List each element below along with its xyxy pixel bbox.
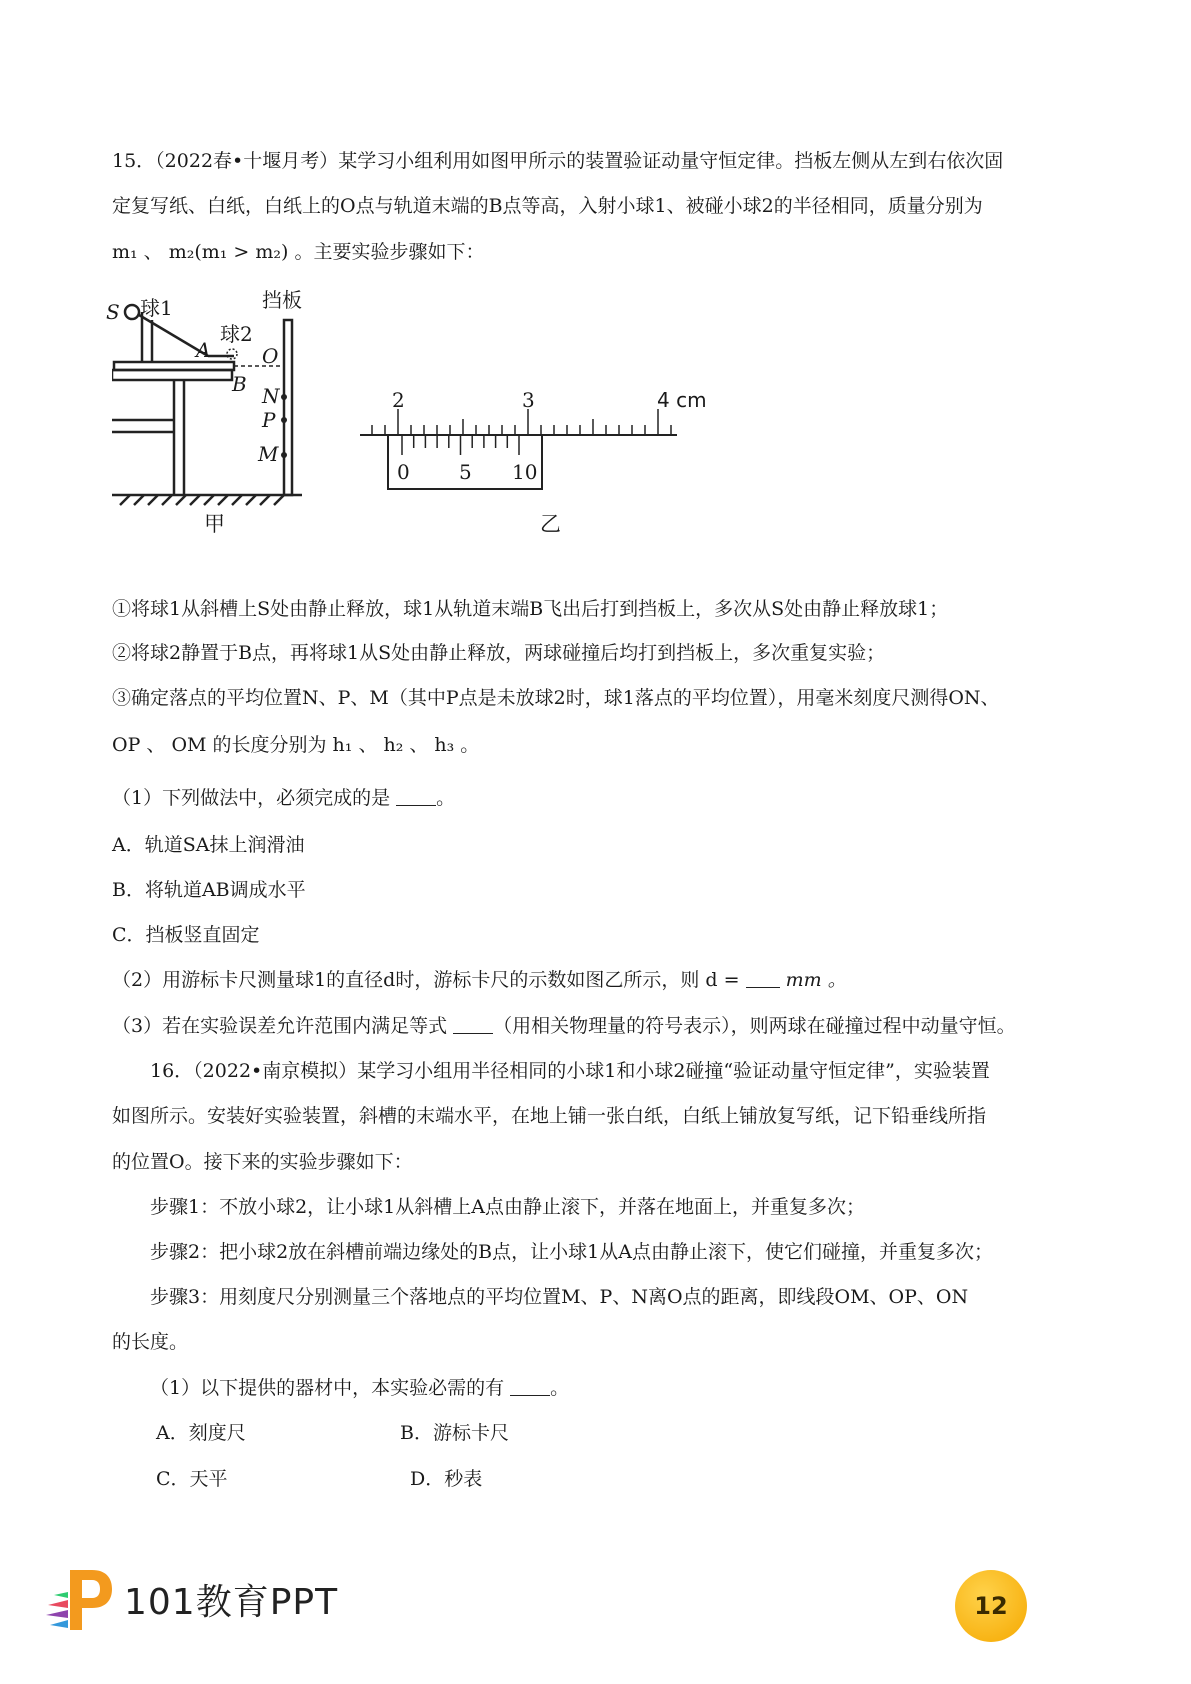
q16-step-3a: 步骤3：用刻度尺分别测量三个落地点的平均位置M、P、N离O点的距离，即线段OM、OP、ON <box>150 1286 969 1308</box>
q15-sub-1-end: 。 <box>436 787 456 809</box>
q16-option-D: D．秒表 <box>410 1468 483 1490</box>
q15-step-3b: OP 、 OM 的长度分别为 h₁ 、 h₂ 、 h₃ 。 <box>112 734 480 756</box>
q15-line-1: 15．（2022春•十堰月考）某学习小组利用如图甲所示的装置验证动量守恒定律。挡板左侧从左到右依次固 <box>112 150 1004 172</box>
answer-blank-q16-1[interactable] <box>510 1377 550 1396</box>
figure-label-yi: 乙 <box>540 512 561 536</box>
q16-line-3: 的位置O。接下来的实验步骤如下： <box>112 1151 413 1173</box>
q15-sub-1-text: （1）下列做法中，必须完成的是 <box>112 787 391 809</box>
answer-blank-q15-2[interactable] <box>746 969 780 988</box>
q15-sub-1 <box>112 785 1102 811</box>
q16-sub-1-end: 。 <box>550 1377 570 1399</box>
brand-logo-icon <box>40 1560 120 1640</box>
main-scale-label-3: 3 <box>522 388 535 412</box>
q16-step-3b: 的长度。 <box>112 1331 189 1353</box>
q16-sub-1-text: （1）以下提供的器材中，本实验必需的有 <box>150 1377 505 1399</box>
q16-option-B: B．游标卡尺 <box>400 1422 509 1444</box>
label-O: O <box>262 344 279 368</box>
q15-step-2: ②将球2静置于B点，再将球1从S处由静止释放，两球碰撞后均打到挡板上，多次重复实验； <box>112 642 886 664</box>
answer-blank-q15-3[interactable] <box>453 1015 493 1034</box>
q15-line-3: m₁ 、 m₂(m₁ > m₂) 。主要实验步骤如下： <box>112 241 485 263</box>
label-ball2: 球2 <box>220 322 253 346</box>
vernier-label-5: 5 <box>459 460 472 484</box>
q15-sub-3 <box>112 1013 1102 1039</box>
q15-line-2: 定复写纸、白纸，白纸上的O点与轨道末端的B点等高，入射小球1、被碰小球2的半径相同，质量分别为 <box>112 195 983 217</box>
vernier-label-10: 10 <box>512 460 538 484</box>
q15-sub-2-text: （2）用游标卡尺测量球1的直径d时，游标卡尺的示数如图乙所示，则 d = <box>112 969 740 991</box>
q16-sub-1 <box>150 1375 1140 1401</box>
q15-step-1: ①将球1从斜槽上S处由静止释放，球1从轨道末端B飞出后打到挡板上，多次从S处由静止释放球1； <box>112 598 949 620</box>
figure-drawing <box>112 300 772 585</box>
brand-logo <box>40 1560 340 1640</box>
q16-line-1: 16．（2022•南京模拟）某学习小组用半径相同的小球1和小球2碰撞“验证动量守恒定律”，实验装置 <box>150 1060 990 1082</box>
main-scale-label-2: 2 <box>392 388 405 412</box>
q15-option-A: A．轨道SA抹上润滑油 <box>112 834 305 856</box>
label-board: 挡板 <box>262 288 302 312</box>
brand-logo-text: 101教育PPT <box>124 1582 339 1623</box>
answer-blank-q15-1[interactable] <box>396 787 436 806</box>
page-number-badge: 12 <box>955 1570 1027 1642</box>
label-B: B <box>232 372 247 396</box>
q15-sub-3-text: （3）若在实验误差允许范围内满足等式 <box>112 1015 448 1037</box>
q15-step-3a: ③确定落点的平均位置N、P、M（其中P点是未放球2时，球1落点的平均位置），用毫米刻度尺测得ON、 <box>112 687 1000 709</box>
q15-option-B: B．将轨道AB调成水平 <box>112 879 306 901</box>
label-N: N <box>262 384 280 408</box>
q15-sub-2 <box>112 967 1102 993</box>
label-A: A <box>196 338 211 362</box>
q16-option-C: C．天平 <box>156 1468 228 1490</box>
vernier-label-0: 0 <box>397 460 410 484</box>
figure-apparatus <box>106 288 772 585</box>
main-scale-label-4cm: 4 cm <box>657 388 707 412</box>
q16-step-1: 步骤1：不放小球2，让小球1从斜槽上A点由静止滚下，并落在地面上，并重复多次； <box>150 1196 865 1218</box>
q15-sub-3-post: （用相关物理量的符号表示），则两球在碰撞过程中动量守恒。 <box>493 1015 1016 1037</box>
q16-option-A: A．刻度尺 <box>156 1422 246 1444</box>
q16-line-2: 如图所示。安装好实验装置，斜槽的末端水平，在地上铺一张白纸，白纸上铺放复写纸，记下铅垂线所指 <box>112 1105 987 1127</box>
q15-sub-2-unit: mm 。 <box>785 969 847 991</box>
label-P: P <box>262 408 276 432</box>
label-S: S <box>106 300 120 324</box>
label-ball1: 球1 <box>140 296 173 320</box>
figure-label-jia: 甲 <box>204 512 225 536</box>
label-M: M <box>258 442 279 466</box>
q15-option-C: C．挡板竖直固定 <box>112 924 260 946</box>
q16-step-2: 步骤2：把小球2放在斜槽前端边缘处的B点，让小球1从A点由静止滚下，使它们碰撞，并重复多次； <box>150 1241 993 1263</box>
